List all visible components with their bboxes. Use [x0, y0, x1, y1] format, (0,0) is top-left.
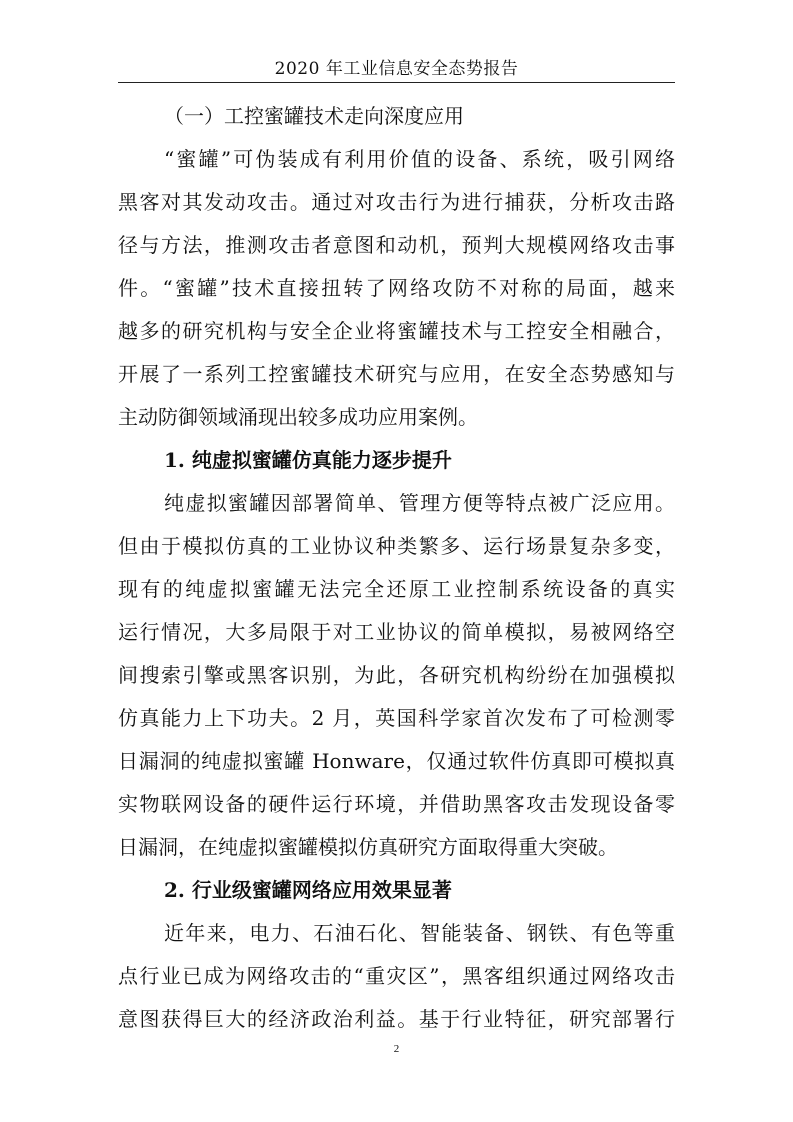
- paragraph-virtual-honeypot: [118, 482, 675, 869]
- header-rule: [118, 82, 675, 83]
- text-line: 仿真能力上下功夫。2 月，英国科学家首次发布了可检测零: [118, 706, 675, 730]
- text-line: “蜜罐”可伪装成有利用价值的设备、系统，吸引网络: [164, 147, 675, 171]
- text-line: 件。“蜜罐”技术直接扭转了网络攻防不对称的局面，越来: [118, 276, 675, 300]
- text-line: 纯虚拟蜜罐因部署简单、管理方便等特点被广泛应用。: [164, 491, 675, 515]
- text-line: 运行情况，大多局限于对工业协议的简单模拟，易被网络空: [118, 620, 675, 644]
- text-line: 但由于模拟仿真的工业协议种类繁多、运行场景复杂多变，: [118, 534, 675, 558]
- text-line: 点行业已成为网络攻击的“重灾区”，黑客组织通过网络攻击: [118, 964, 675, 988]
- paragraph-industry-honeynet: [118, 912, 675, 1041]
- page-body: [118, 95, 675, 1041]
- text-line: 主动防御领域涌现出较多成功应用案例。: [118, 405, 478, 429]
- text-line: 意图获得巨大的经济政治利益。基于行业特征，研究部署行: [118, 1007, 675, 1031]
- subsection-title-industry-honeynet: 2. 行业级蜜罐网络应用效果显著: [164, 878, 452, 902]
- text-line: 黑客对其发动攻击。通过对攻击行为进行捕获，分析攻击路: [118, 190, 675, 214]
- text-line: 近年来，电力、石油石化、智能装备、钢铁、有色等重: [164, 921, 675, 945]
- section-title: （一）工控蜜罐技术走向深度应用: [164, 104, 464, 128]
- text-line: 间搜索引擎或黑客识别，为此，各研究机构纷纷在加强模拟: [118, 663, 675, 687]
- text-line: 日漏洞的纯虚拟蜜罐 Honware，仅通过软件仿真即可模拟真: [118, 749, 675, 773]
- paragraph-honeypot-intro: [118, 138, 675, 439]
- text-line: 开展了一系列工控蜜罐技术研究与应用，在安全态势感知与: [118, 362, 675, 386]
- running-header: 2020 年工业信息安全态势报告: [274, 59, 519, 79]
- text-line: 实物联网设备的硬件运行环境，并借助黑客攻击发现设备零: [118, 792, 675, 816]
- text-line: 越多的研究机构与安全企业将蜜罐技术与工控安全相融合，: [118, 319, 675, 343]
- text-line: 日漏洞，在纯虚拟蜜罐模拟仿真研究方面取得重大突破。: [118, 835, 618, 859]
- text-line: 径与方法，推测攻击者意图和动机，预判大规模网络攻击事: [118, 233, 675, 257]
- text-line: 现有的纯虚拟蜜罐无法完全还原工业控制系统设备的真实: [118, 577, 675, 601]
- page-number: 2: [393, 1043, 400, 1055]
- subsection-title-virtual-honeypot: 1. 纯虚拟蜜罐仿真能力逐步提升: [164, 448, 452, 472]
